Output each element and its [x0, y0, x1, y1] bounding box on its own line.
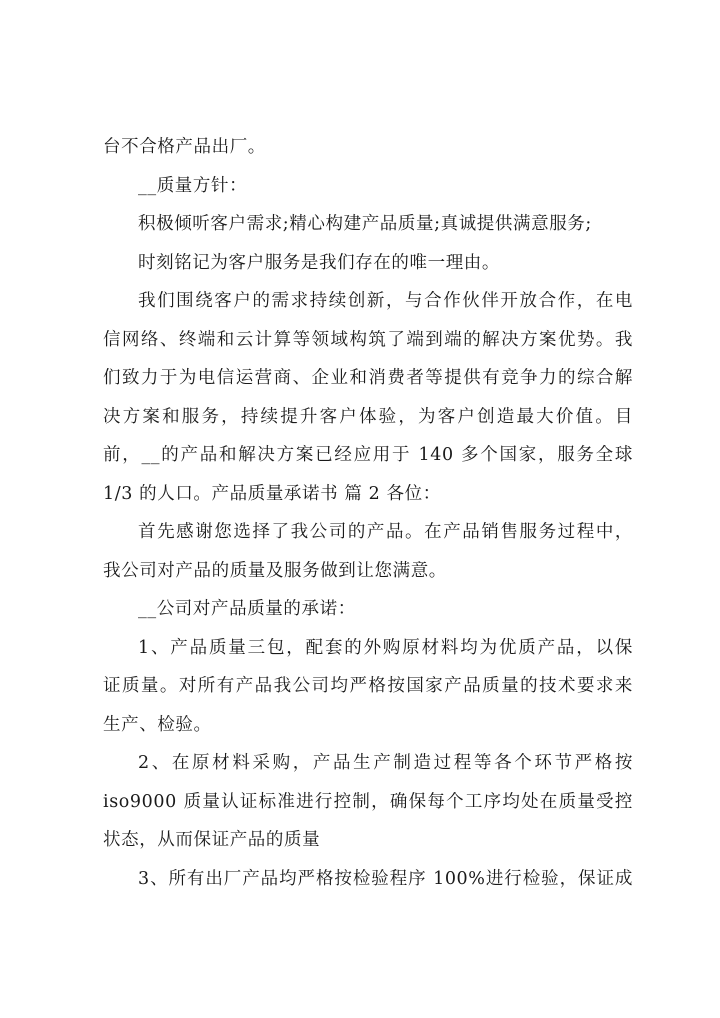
text-line: 信网络、终端和云计算等领域构筑了端到端的解决方案优势。我 — [103, 329, 633, 350]
text-line: 2、在原材料采购，产品生产制造过程等各个环节严格按 — [138, 753, 633, 773]
text-line: 状态，从而保证产品的质量 — [103, 830, 321, 850]
text-line: 时刻铭记为客户服务是我们存在的唯一理由。 — [138, 252, 500, 273]
text-line: __公司对产品质量的承诺： — [138, 599, 356, 619]
text-line: 我们围绕客户的需求持续创新，与合作伙伴开放合作，在电 — [138, 291, 633, 311]
text-line: 决方案和服务，持续提升客户体验，为客户创造最大价值。目 — [103, 406, 633, 427]
text-line: 前，__的产品和解决方案已经应用于 140 多个国家，服务全球 — [103, 445, 633, 465]
text-line: 1、产品质量三包，配套的外购原材料均为优质产品，以保 — [138, 637, 633, 658]
text-line: __质量方针： — [138, 175, 248, 196]
text-line: 积极倾听客户需求;精心构建产品质量;真诚提供满意服务; — [138, 214, 592, 234]
text-line: 3、所有出厂产品均严格按检验程序 100%进行检验，保证成 — [138, 868, 633, 889]
text-line: 首先感谢您选择了我公司的产品。在产品销售服务过程中， — [138, 522, 633, 542]
text-line: 1/3 的人口。产品质量承诺书 篇 2 各位： — [103, 483, 441, 504]
text-line: 台不合格产品出厂。 — [103, 137, 266, 157]
text-line: iso9000 质量认证标准进行控制，确保每个工序均处在质量受控 — [103, 791, 633, 812]
text-line: 我公司对产品的质量及服务做到让您满意。 — [103, 560, 447, 581]
text-line: 生产、检验。 — [103, 714, 212, 735]
text-line: 们致力于为电信运营商、企业和消费者等提供有竞争力的综合解 — [103, 368, 633, 388]
document-body — [103, 128, 633, 898]
text-line: 证质量。对所有产品我公司均严格按国家产品质量的技术要求来 — [103, 676, 633, 696]
